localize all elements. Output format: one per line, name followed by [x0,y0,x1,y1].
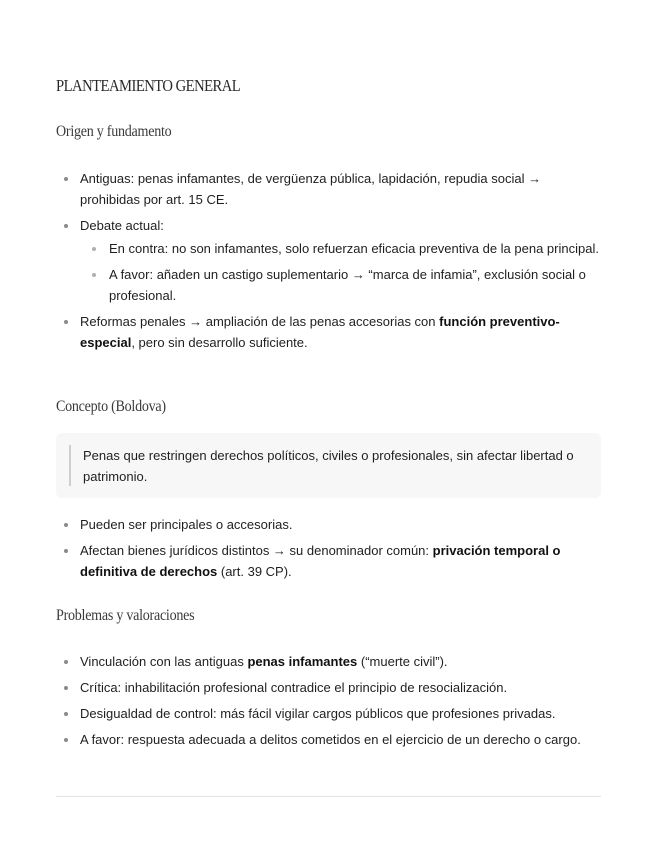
section-divider [56,796,601,797]
list-item [56,729,601,750]
section-heading-concepto: Concepto (Boldova) [56,398,166,415]
nested-list-item [80,264,601,306]
bold-term: función preventivo-especial [80,314,560,350]
list-item-text: Antiguas: penas infamantes, de vergüenza pública, lapidación, repudia social → prohibidas por art. 15 CE. [80,171,542,207]
definition-blockquote [56,433,601,498]
list-item-text: Vinculación con las antiguas [80,654,248,669]
list-item-text: Afectan bienes jurídicos distintos → su denominador común: [80,543,433,558]
bold-term: privación temporal o definitiva de derechos [80,543,561,579]
list-item-text: Reformas penales → ampliación de las penas accesorias con [80,314,440,329]
list-item [56,311,601,353]
list-item [56,168,601,210]
blockquote-bar [69,445,71,486]
list-item-text: Crítica: inhabilitación profesional contradice el principio de resocialización. [80,680,508,695]
list-item [56,215,601,306]
list-item-text: (“muerte civil”). [357,654,448,669]
nested-list-item [80,238,601,259]
list-item-text: Pueden ser principales o accesorias. [80,517,293,532]
section-heading-origen: Origen y fundamento [56,123,172,140]
section-heading-problemas: Problemas y valoraciones [56,607,195,624]
list-item-text: Debate actual: [80,218,164,233]
list-item [56,651,601,672]
list-item-text: , pero sin desarrollo suficiente. [131,335,308,350]
problemas-list [56,651,601,755]
list-item [56,540,601,582]
bold-term: penas infamantes [247,654,358,669]
nested-list [80,238,601,306]
list-item [56,677,601,698]
list-item-text: En contra: no son infamantes, solo refuerzan eficacia preventiva de la pena principal. [109,241,599,256]
blockquote-text: Penas que restringen derechos políticos, civiles o profesionales, sin afectar libertad o patrimonio. [83,448,574,484]
list-item [56,514,601,535]
list-item-text: A favor: añaden un castigo suplementario → “marca de infamia”, exclusión social o profesional. [109,267,586,303]
concepto-list [56,514,601,587]
list-item-text: (art. 39 CP). [217,564,292,579]
list-item [56,703,601,724]
page-title: PLANTEAMIENTO GENERAL [56,76,241,95]
list-item-text: A favor: respuesta adecuada a delitos cometidos en el ejercicio de un derecho o cargo. [80,732,581,747]
list-item-text: Desigualdad de control: más fácil vigilar cargos públicos que profesiones privadas. [80,706,556,721]
origen-list [56,168,601,358]
